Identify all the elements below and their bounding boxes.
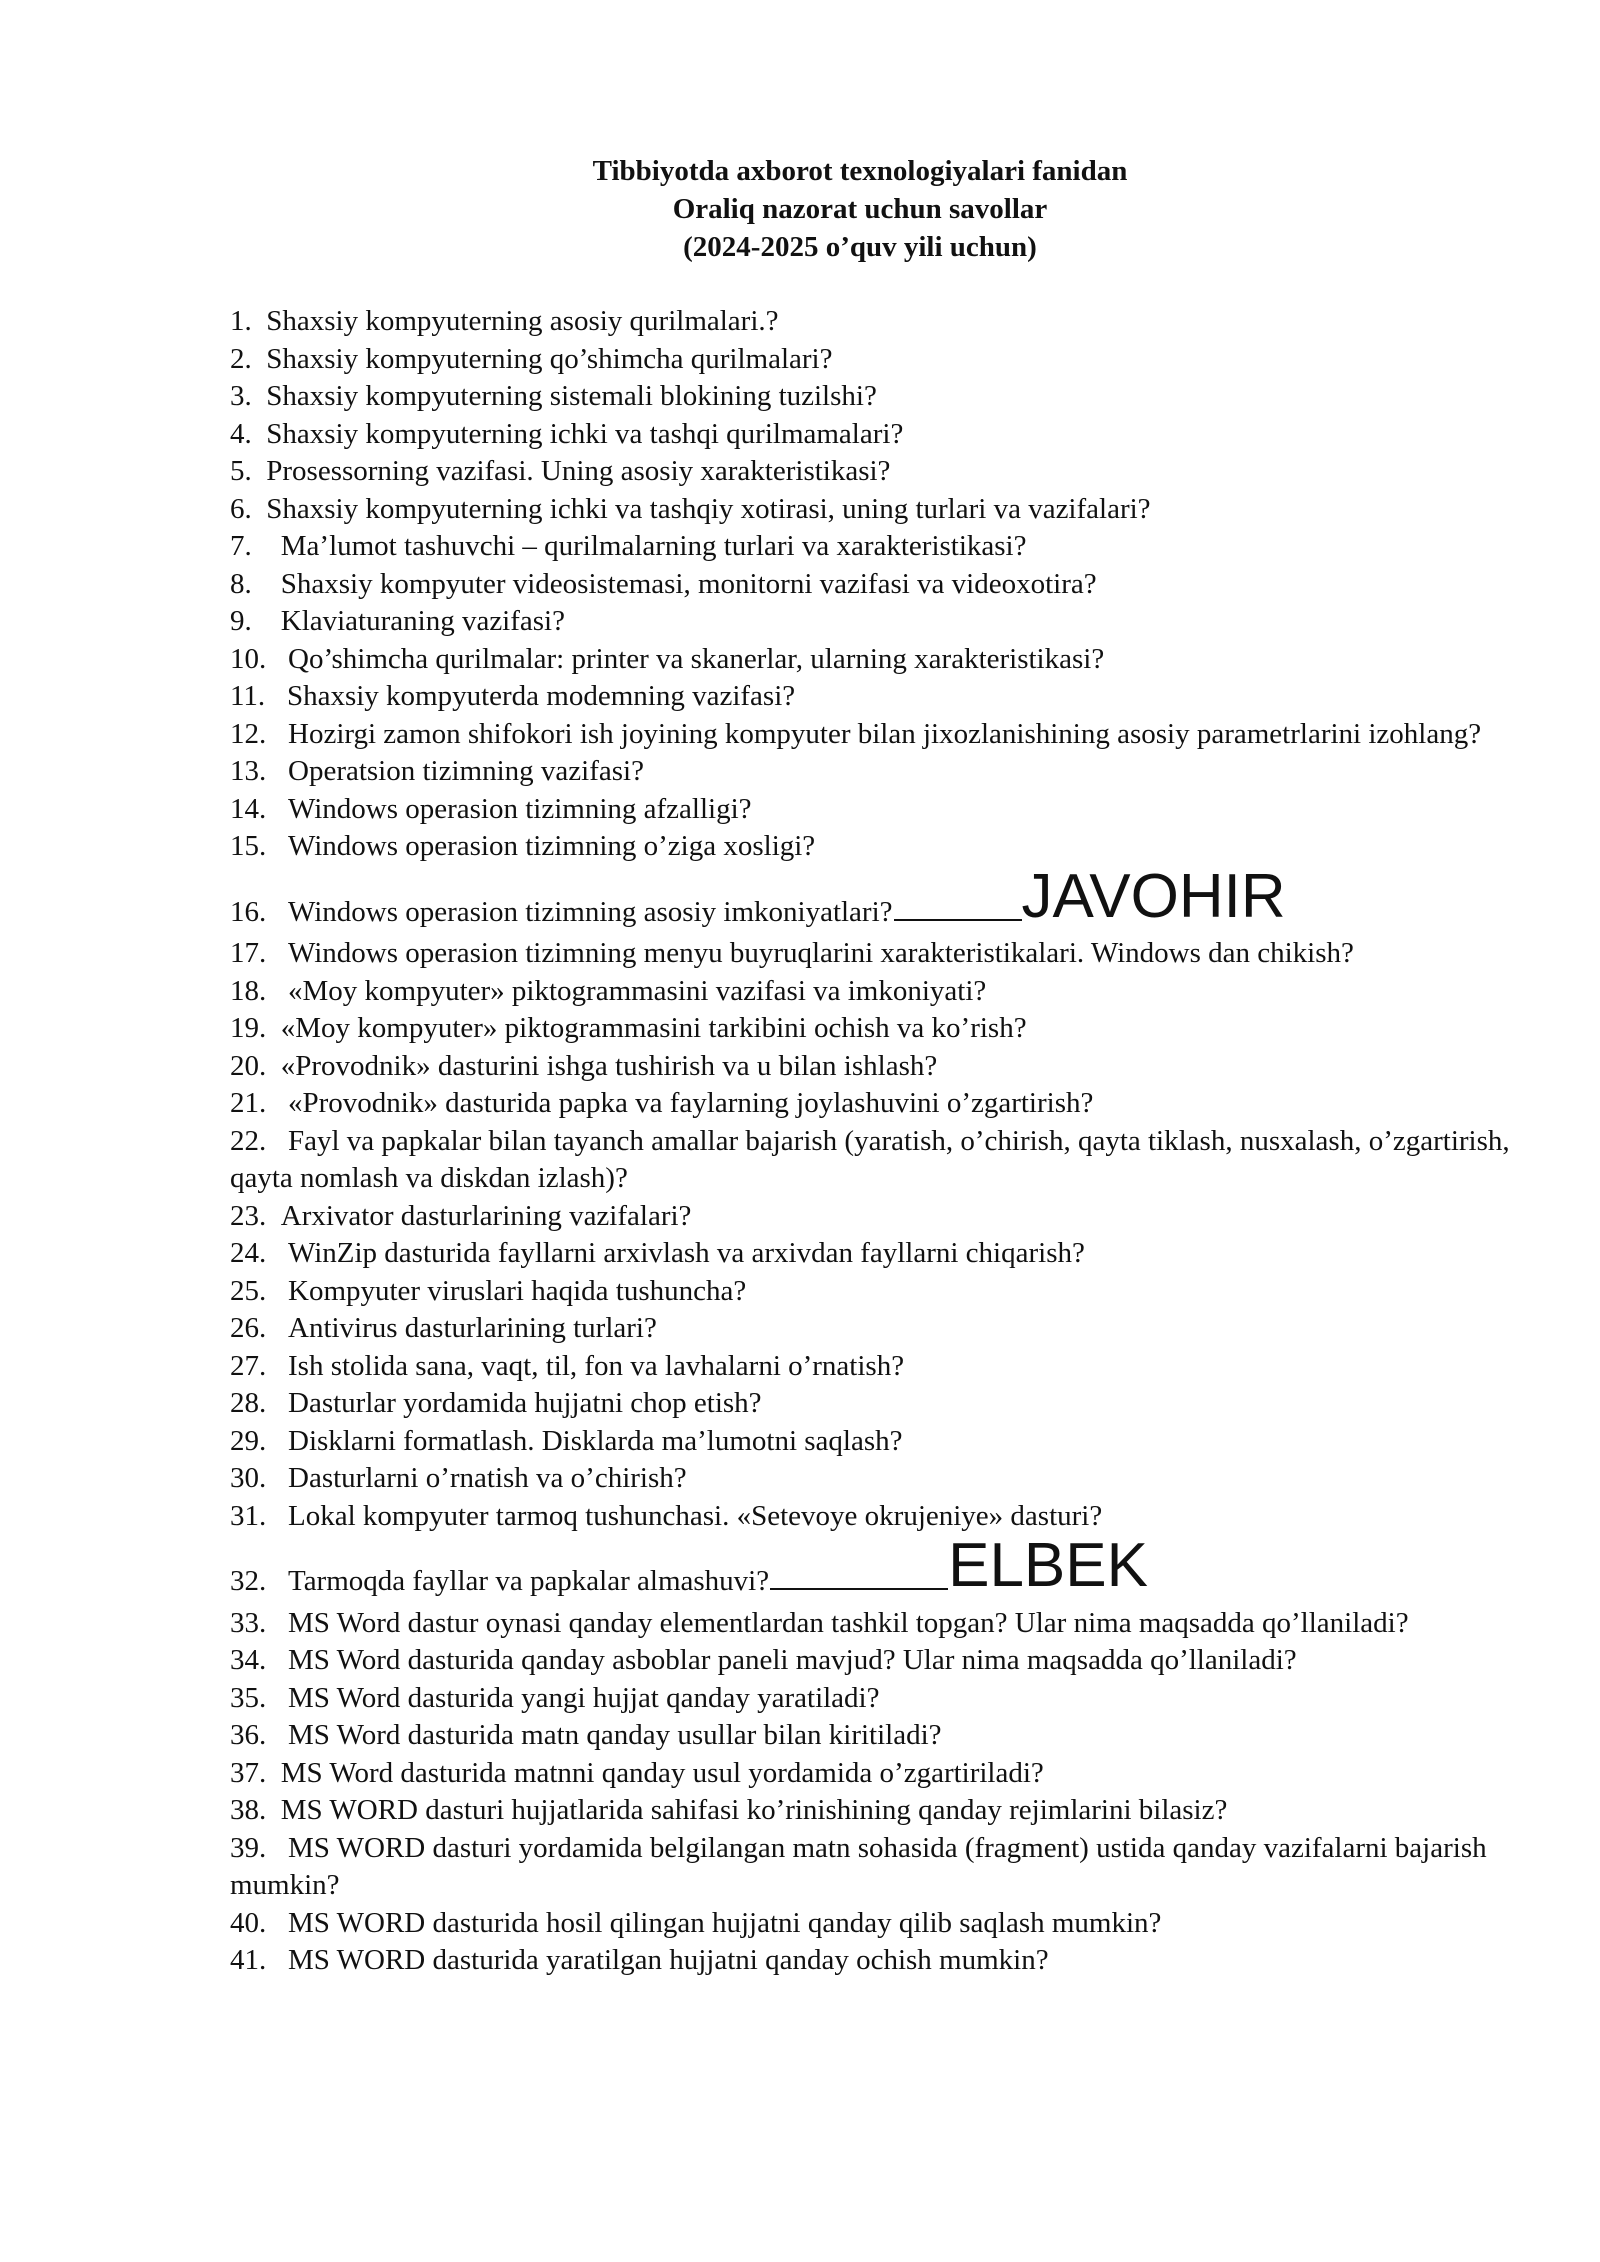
question-item: 14. Windows operasion tizimning afzalligi? [230,792,752,825]
question-item: 41. MS WORD dasturida yaratilgan hujjatni qanday ochish mumkin? [230,1944,1049,1976]
question-item: 29. Disklarni formatlash. Disklarda ma’lumotni saqlash? [230,1424,903,1457]
question-list [230,303,1520,1980]
header-subtitle: Oraliq nazorat uchun savollar [672,193,1048,225]
question-item: 10. Qo’shimcha qurilmalar: printer va skanerlar, ularning xarakteristikasi? [230,642,1105,675]
question-item: 2. Shaxsiy kompyuterning qo’shimcha qurilmalari? [230,342,833,375]
question-item: 39. MS WORD dasturi yordamida belgilangan matn sohasida (fragment) ustida qanday vazifalarni bajarish mumkin? [230,1831,1487,1901]
question-item: 7. Ma’lumot tashuvchi – qurilmalarning turlari va xarakteristikasi? [230,530,1027,562]
question-item: 22. Fayl va papkalar bilan tayanch amallar bajarish (yaratish, o’chirish, qayta tiklash, nusxalash, o’zgartirish, qayta nomlash va diskdan izlash)? [230,1124,1510,1194]
question-item: 8. Shaxsiy kompyuter videosistemasi, monitorni vazifasi va videoxotira? [230,567,1097,600]
question-item: 3. Shaxsiy kompyuterning sistemali blokining tuzilshi? [230,380,877,412]
question-item: 34. MS Word dasturida qanday asboblar paneli mavjud? Ular nima maqsadda qo’llaniladi? [230,1644,1297,1676]
question-item: 19. «Moy kompyuter» piktogrammasini tarkibini ochish va ko’rish? [230,1012,1027,1044]
question-item: 28. Dasturlar yordamida hujjatni chop etish? [230,1387,762,1419]
question-item: 11. Shaxsiy kompyuterda modemning vazifasi? [230,680,796,712]
answer-blank [770,1588,948,1590]
question-item: 30. Dasturlarni o’rnatish va o’chirish? [230,1462,687,1494]
question-item: 13. Operatsion tizimning vazifasi? [230,755,644,787]
question-item: 35. MS Word dasturida yangi hujjat qanday yaratiladi? [230,1681,880,1714]
document-header [0,152,1600,266]
question-item: 23. Arxivator dasturlarining vazifalari? [230,1199,692,1232]
question-item: 33. MS Word dastur oynasi qanday elementlardan tashkil topgan? Ular nima maqsadda qo’llaniladi? [230,1606,1409,1639]
handwritten-name: JAVOHIR [1021,861,1286,931]
question-item: 24. WinZip dasturida fayllarni arxivlash va arxivdan fayllarni chiqarish? [230,1237,1085,1269]
question-item: 31. Lokal kompyuter tarmoq tushunchasi. «Setevoye okrujeniye» dasturi? [230,1499,1103,1532]
question-item: 40. MS WORD dasturida hosil qilingan hujjatni qanday qilib saqlash mumkin? [230,1906,1162,1939]
question-item: 26. Antivirus dasturlarining turlari? [230,1312,657,1344]
header-title: Tibbiyotda axborot texnologiyalari fanidan [592,155,1128,187]
question-item: 38. MS WORD dasturi hujjatlarida sahifasi ko’rinishining qanday rejimlarini bilasiz? [230,1794,1228,1826]
question-item: 9. Klaviaturaning vazifasi? [230,605,565,637]
header-year: (2024-2025 o’quv yili uchun) [683,231,1037,263]
question-item: 32. Tarmoqda fayllar va papkalar almashuvi? ELBEK [230,1531,1148,1600]
handwritten-name: ELBEK [948,1531,1148,1600]
question-item: 16. Windows operasion tizimning asosiy imkoniyatlari? JAVOHIR [230,861,1286,931]
question-item: 18. «Moy kompyuter» piktogrammasini vazifasi va imkoniyati? [230,974,987,1007]
question-item: 6. Shaxsiy kompyuterning ichki va tashqiy xotirasi, uning turlari va vazifalari? [230,492,1151,525]
question-item: 21. «Provodnik» dasturida papka va faylarning joylashuvini o’zgartirish? [230,1087,1094,1119]
question-item: 17. Windows operasion tizimning menyu buyruqlarini xarakteristikalari. Windows dan chikish? [230,937,1354,969]
question-item: 37. MS Word dasturida matnni qanday usul yordamida o’zgartiriladi? [230,1756,1044,1789]
question-item: 20. «Provodnik» dasturini ishga tushirish va u bilan ishlash? [230,1049,938,1082]
question-item: 27. Ish stolida sana, vaqt, til, fon va lavhalarni o’rnatish? [230,1349,905,1382]
question-item: 25. Kompyuter viruslari haqida tushuncha? [230,1274,747,1307]
question-item: 5. Prosessorning vazifasi. Uning asosiy xarakteristikasi? [230,455,891,487]
question-item: 1. Shaxsiy kompyuterning asosiy qurilmalari.? [230,305,779,337]
question-item: 36. MS Word dasturida matn qanday usullar bilan kiritiladi? [230,1719,942,1751]
answer-blank [894,919,1022,921]
question-item: 4. Shaxsiy kompyuterning ichki va tashqi qurilmamalari? [230,417,904,450]
question-item: 12. Hozirgi zamon shifokori ish joyining kompyuter bilan jixozlanishining asosiy parametrlarini izohlang? [230,717,1482,750]
question-item: 15. Windows operasion tizimning o’ziga xosligi? [230,830,816,862]
